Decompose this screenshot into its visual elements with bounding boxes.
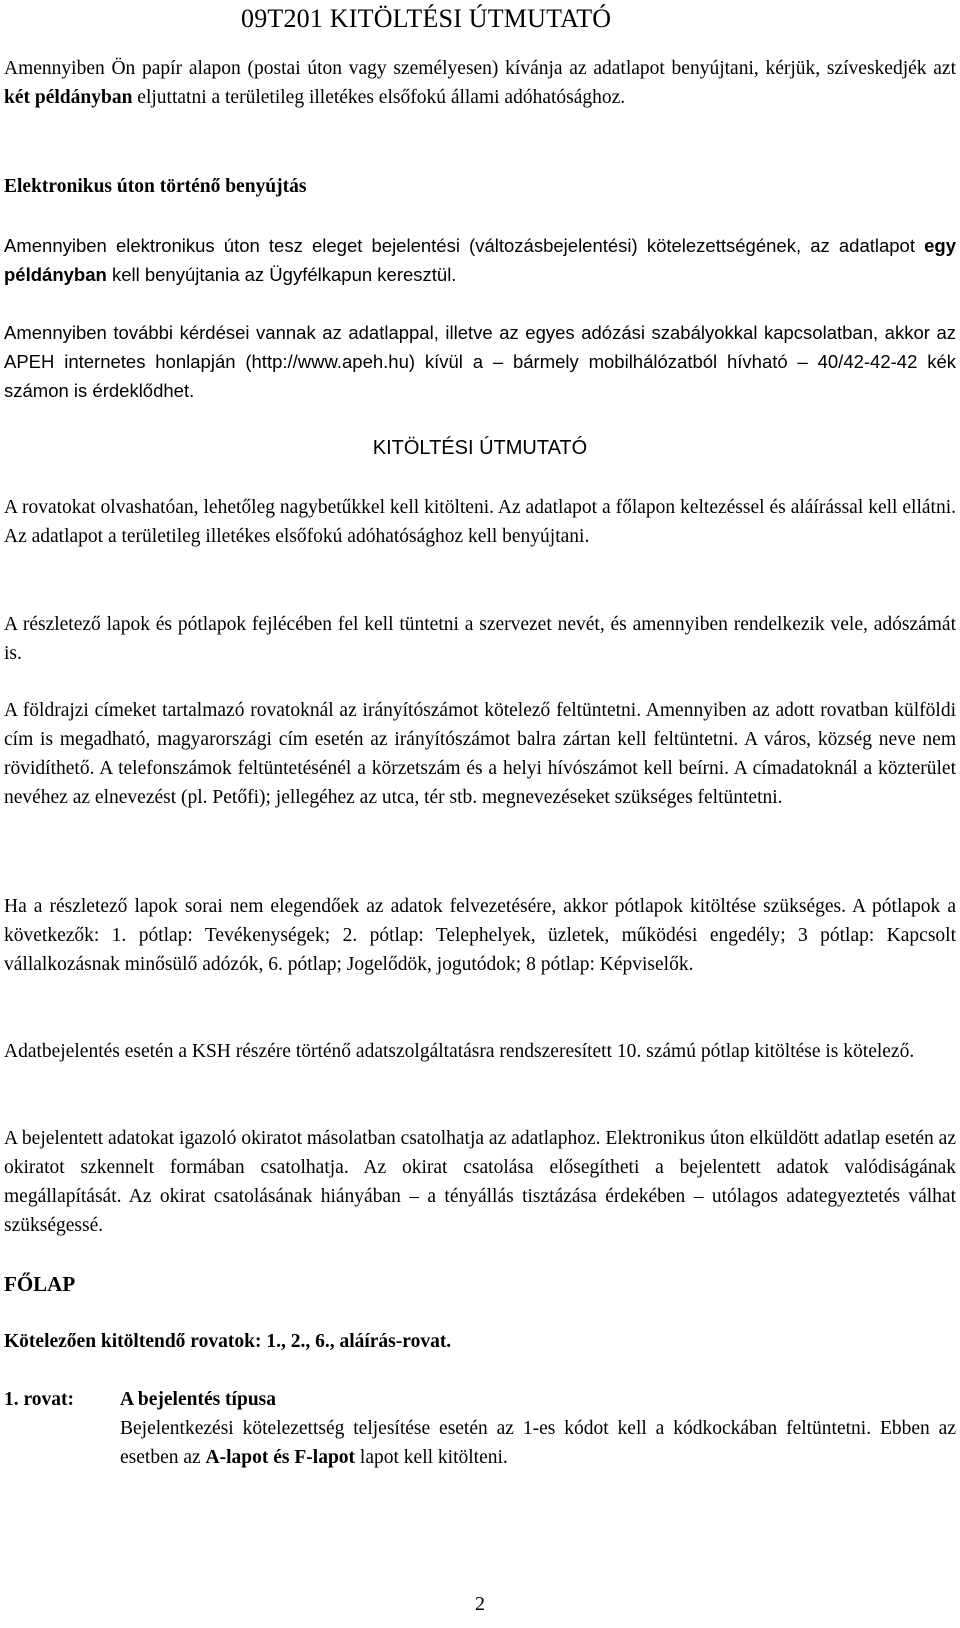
main-sheet-heading: FŐLAP — [4, 1272, 76, 1296]
rovat-1-label: 1. rovat: — [4, 1389, 75, 1410]
bold-one-copy: egy példányban — [4, 235, 956, 285]
intro-paragraph: Amennyiben Ön papír alapon (postai úton vagy személyesen) kívánja az adatlapot benyújtani, kérjük, szíveskedjék azt két példányban eljuttatni a területileg illetékes elsőfokú állami adóhatósághoz. — [4, 58, 956, 108]
contact-paragraph: Amennyiben további kérdései vannak az adatlappal, illetve az egyes adózási szabályokkal kapcsolatban, akkor az APEH internetes honlapján (http://www.apeh.hu) kívül a – bármely mobilhálózatból hívható – 40/42-42-42 kék számon is érdeklődhet. — [4, 322, 956, 401]
header-rules-paragraph: A részletező lapok és pótlapok fejlécében fel kell tüntetni a szervezet nevét, és amennyiben rendelkezik vele, adószámát is. — [4, 614, 956, 664]
supplementary-sheets-paragraph: Ha a részletező lapok sorai nem elegendőek az adatok felvezetésére, akkor pótlapok kitöltése szükséges. A pótlapok a következők: 1. pótlap: Tevékenységek; 2. pótlap: Telephelyek, üzletek, működési engedély; 3 pótlap: Kapcsolt vállalkozásnak minősülő adózók, 6. pótlap; Jogelődök, jogutódok; 8 pótlap: Képviselők. — [4, 896, 956, 975]
address-rules-paragraph: A földrajzi címeket tartalmazó rovatoknál az irányítószámot kötelező feltüntetni. Amennyiben az adott rovatban külföldi cím is megadható, magyarországi cím esetén az irányítószámot balra zártan kell feltüntetni. A város, község neve nem rövidíthető. A telefonszámok feltüntetésénél a körzetszám és a helyi hívószámot kell beírni. A címadatoknál a közterület nevéhez az elnevezést (pl. Petőfi); jellegéhez az utca, tér stb. megnevezéseket szükséges feltüntetni. — [4, 700, 956, 808]
page-number: 2 — [475, 1593, 485, 1615]
mandatory-fields-line: Kötelezően kitöltendő rovatok: 1., 2., 6., aláírás-rovat. — [4, 1331, 452, 1352]
rovat-1-text: Bejelentkezési kötelezettség teljesítése esetén az 1-es kódot kell a kódkockában feltüntetni. Ebben az esetben az A-lapot és F-lapot lapot kell kitölteni. — [120, 1418, 956, 1468]
electronic-submission-heading: Elektronikus úton történő benyújtás — [4, 176, 307, 197]
bold-two-copies: két példányban — [4, 87, 133, 108]
rovat-1-title: A bejelentés típusa — [120, 1389, 276, 1410]
document-title: 09T201 KITÖLTÉSI ÚTMUTATÓ — [241, 4, 612, 33]
section-heading: KITÖLTÉSI ÚTMUTATÓ — [372, 437, 588, 459]
rovat-1-body — [120, 1385, 956, 1472]
ksh-paragraph: Adatbejelentés esetén a KSH részére történő adatszolgáltatásra rendszeresített 10. számú pótlap kitöltése is kötelező. — [4, 1041, 915, 1062]
documents-paragraph: A bejelentett adatokat igazoló okiratot másolatban csatolhatja az adatlaphoz. Elektronikus úton elküldött adatlap esetén az okiratot szkennelt formában csatolhatja. Az okirat csatolása elősegítheti a bejelentett adatok valódiságának megállapítását. Az okirat csatolásának hiányában – a tényállás tisztázása érdekében – utólagos adategyeztetés válhat szükségessé. — [4, 1128, 956, 1236]
electronic-submission-paragraph: Amennyiben elektronikus úton tesz eleget bejelentési (változásbejelentési) kötelezettségének, az adatlapot egy példányban kell benyújtania az Ügyfélkapun keresztül. — [4, 235, 956, 285]
filling-rules-paragraph: A rovatokat olvashatóan, lehetőleg nagybetűkkel kell kitölteni. Az adatlapot a főlapon keltezéssel és aláírással kell ellátni. Az adatlapot a területileg illetékes elsőfokú adóhatósághoz kell benyújtani. — [4, 497, 956, 547]
